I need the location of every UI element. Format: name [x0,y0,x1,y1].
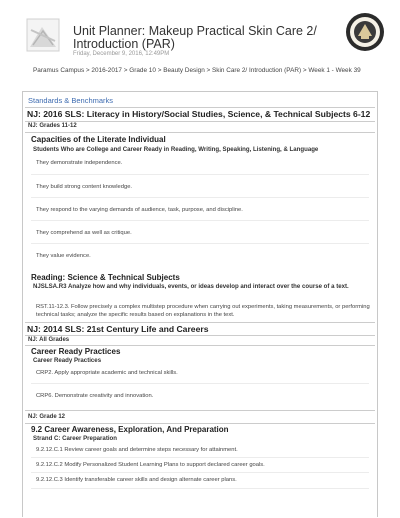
breadcrumb[interactable]: Paramus Campus > 2016-2017 > Grade 10 > Beauty Design > Skin Care 2/ Introduction (PAR) > Week 1 - Week 39 [33,67,361,74]
divider [25,410,375,411]
grade-label: NJ: Grades 11-12 [28,123,77,129]
row-divider [31,457,369,458]
grade-label: NJ: All Grades [28,337,70,343]
standard-item: 9.2.12.C.2 Modify Personalized Student Learning Plans to support declared career goals. [36,462,265,468]
page-header [0,0,400,74]
standard-item: They respond to the varying demands of audience, task, purpose, and discipline. [36,207,243,213]
page-title: Unit Planner: Makeup Practical Skin Care 2/ Introduction (PAR) [73,24,317,51]
divider [25,132,375,133]
school-seal-logo [345,12,385,52]
topic-subtitle: Students Who are College and Career Ready in Reading, Writing, Speaking, Listening, & Language [33,146,319,153]
standards-panel [22,91,378,517]
divider [25,121,375,122]
topic-title: Career Ready Practices [31,347,121,356]
row-divider [31,472,369,473]
standard-item: They demonstrate independence. [36,160,123,166]
standard-item: CRP6. Demonstrate creativity and innovation. [36,393,154,399]
school-logo-left [26,18,60,52]
row-divider [31,220,369,221]
divider [25,345,375,346]
topic-title: Capacities of the Literate Individual [31,135,166,144]
divider [25,322,375,323]
row-divider [31,174,369,175]
standard-item: They build strong content knowledge. [36,184,133,190]
row-divider [31,197,369,198]
standard-item: RST.11-12.3. Follow precisely a complex multistep procedure when carrying out experiments, taking measurements, or performing technical tasks; analyze the specific results based on explanations in the text. [36,304,370,318]
standard-item: 9.2.12.C.1 Review career goals and determine steps necessary for attainment. [36,447,238,453]
topic-subtitle: Career Ready Practices [33,357,102,364]
topic-subtitle: NJSLSA.R3 Analyze how and why individuals, events, or ideas develop and interact over the course of a text. [33,283,349,290]
standard-item: They comprehend as well as critique. [36,230,132,236]
divider [25,107,375,108]
divider [25,423,375,424]
section-title: Standards & Benchmarks [28,96,114,105]
topic-subtitle: Strand C: Career Preparation [33,435,117,442]
standard-item: 9.2.12.C.3 Identify transferable career skills and design alternate career plans. [36,477,237,483]
page-date: Friday, December 9, 2016, 12:49PM [73,51,170,57]
row-divider [31,243,369,244]
standard-item: CRP2. Apply appropriate academic and technical skills. [36,370,178,376]
row-divider [31,383,369,384]
standard-item: They value evidence. [36,253,91,259]
topic-title: 9.2 Career Awareness, Exploration, And Preparation [31,425,229,434]
row-divider [31,488,369,489]
standard-title: NJ: 2016 SLS: Literacy in History/Social Studies, Science, & Technical Subjects 6-12 [27,109,371,119]
standard-title: NJ: 2014 SLS: 21st Century Life and Careers [27,324,209,334]
divider [25,335,375,336]
topic-title: Reading: Science & Technical Subjects [31,273,180,282]
grade-label: NJ: Grade 12 [28,414,66,420]
